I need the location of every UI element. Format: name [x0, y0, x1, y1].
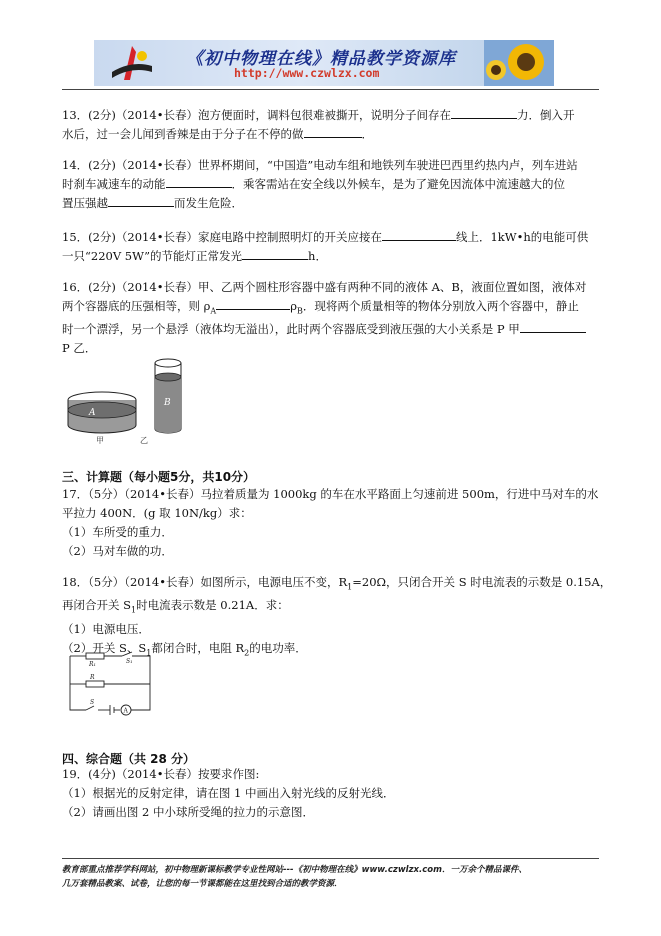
answer-blank[interactable]: [166, 175, 232, 188]
footer-line: 教育部重点推荐学科网站，初中物理新课标教学专业性网站---《初中物理在线》www.czwlzx.com．一万余个精品课件、: [62, 865, 527, 875]
q13-text: 13．(2分)（2014•长春）泡方便面时，调料包很难被撕开，说明分子间存在: [62, 108, 451, 122]
site-logo-icon: [102, 42, 162, 84]
q16-text: 两个容器底的压强相等，则 ρ: [62, 299, 211, 313]
footer: [62, 863, 607, 891]
q15-text: 一只“220V 5W”的节能灯正常发光: [62, 249, 243, 263]
q18-text: 再闭合开关 S: [62, 598, 132, 613]
header-title: 《初中物理在线》精品教学资源库: [186, 49, 456, 69]
subscript: B: [296, 306, 303, 316]
q18-text: （2）开关 S、S: [62, 640, 147, 655]
containers-figure: [64, 355, 194, 445]
q15-text: 15．(2分)（2014•长春）家庭电路中控制照明灯的开关应接在: [62, 230, 382, 244]
q13-text: 力．倒入开: [516, 108, 575, 122]
q15-text: 线上．1kW•h的电能可供: [455, 230, 589, 244]
answer-blank[interactable]: [242, 247, 308, 260]
question-16: [62, 278, 597, 358]
q16-text: ．现将两个质量相等的物体分别放入两个容器中，静止: [302, 299, 579, 313]
answer-blank[interactable]: [108, 194, 174, 207]
q17-text: 平拉力 400N．(g 取 10N/kg）求：: [62, 506, 252, 520]
question-19: [62, 765, 597, 822]
q18-text: 的电功率．: [249, 640, 307, 655]
label-s1: S₁: [126, 658, 133, 665]
q18-text: 都闭合时，电阻 R: [151, 640, 245, 655]
label-r1: R₁: [89, 661, 96, 668]
q16-text: 16．(2分)（2014•长春）甲、乙两个圆柱形容器中盛有两种不同的液体 A、B，液面位置如图，液体对: [62, 280, 587, 294]
q15-text: h．: [308, 249, 327, 263]
question-17: [62, 485, 597, 561]
resistor-r2: [86, 681, 104, 687]
header-divider: [62, 89, 599, 90]
q13-text: ．: [361, 127, 373, 141]
answer-blank[interactable]: [520, 320, 586, 333]
label-r2: R: [90, 674, 95, 681]
label-s: S: [90, 699, 95, 706]
q14-text: 而发生危险．: [174, 196, 243, 210]
answer-blank[interactable]: [451, 106, 517, 119]
section-3-title: 三、计算题（每小题5分，共10分）: [62, 470, 256, 484]
caption-jia: 甲: [96, 436, 104, 445]
answer-blank[interactable]: [216, 297, 290, 310]
header-banner: [94, 40, 554, 86]
footer-line: 几万套精品教案、试卷，让您的每一节课都能在这里找到合适的教学资源．: [62, 879, 343, 889]
q19-text: （1）根据光的反射定律，请在图 1 中画出入射光线的反射光线．: [62, 786, 395, 800]
q14-text: ．乘客需站在安全线以外候车，是为了避免因流体中流速越大的位: [231, 177, 565, 191]
q17-text: 17．（5分）（2014•长春）马拉着质量为 1000kg 的车在水平路面上匀速前进 500m，行进中马对车的水: [62, 487, 599, 501]
q19-text: 19．(4分)（2014•长春）按要求作图:: [62, 767, 260, 781]
q18-text: 时电流表示数是 0.21A．求：: [136, 598, 289, 613]
q19-text: （2）请画出图 2 中小球所受绳的拉力的示意图．: [62, 805, 314, 819]
footer-divider: [62, 858, 599, 859]
label-a: A: [89, 408, 96, 418]
q17-text: （1）车所受的重力．: [62, 525, 173, 539]
question-15: [62, 228, 597, 266]
question-14: [62, 156, 597, 213]
q18-text: =20Ω，只闭合开关 S 时电流表的示数是 0.15A，: [352, 575, 612, 589]
q16-text: P 乙．: [62, 341, 97, 356]
subscript: 1: [131, 605, 137, 615]
q16-text: 时一个漂浮，另一个悬浮（液体均无溢出），此时两个容器底受到液压强的大小关系是 P 甲: [62, 322, 520, 337]
label-b: B: [164, 398, 171, 408]
section-4-title: 四、综合题（共 28 分）: [62, 752, 196, 766]
subscript: 2: [244, 647, 250, 657]
q17-text: （2）马对车做的功．: [62, 544, 173, 558]
q14-text: 时刹车减速车的动能: [62, 177, 166, 191]
subscript: A: [210, 306, 217, 316]
q13-text: 水后，过一会儿闻到香辣是由于分子在不停的做: [62, 127, 304, 141]
caption-yi: 乙: [140, 436, 148, 445]
question-18: [62, 573, 612, 662]
subscript: 1: [146, 647, 152, 657]
q16-text: ρ: [290, 299, 297, 313]
header-url: http://www.czwlzx.com: [234, 66, 380, 80]
answer-blank[interactable]: [382, 228, 456, 241]
question-13: [62, 106, 597, 144]
answer-blank[interactable]: [304, 125, 362, 138]
q18-text: 18．（5分）（2014•长春）如图所示，电源电压不变，R: [62, 575, 348, 589]
q14-text: 置压强越: [62, 196, 108, 210]
q14-text: 14．(2分)（2014•长春）世界杯期间，“中国造”电动车组和地铁列车驶进巴西里约热内卢，列车进站: [62, 158, 578, 172]
sunflower-icon: [484, 40, 554, 86]
subscript: 1: [347, 582, 353, 592]
q18-text: （1）电源电压．: [62, 621, 150, 636]
resistor-r1: [86, 653, 104, 659]
ammeter-label: A: [123, 707, 128, 715]
